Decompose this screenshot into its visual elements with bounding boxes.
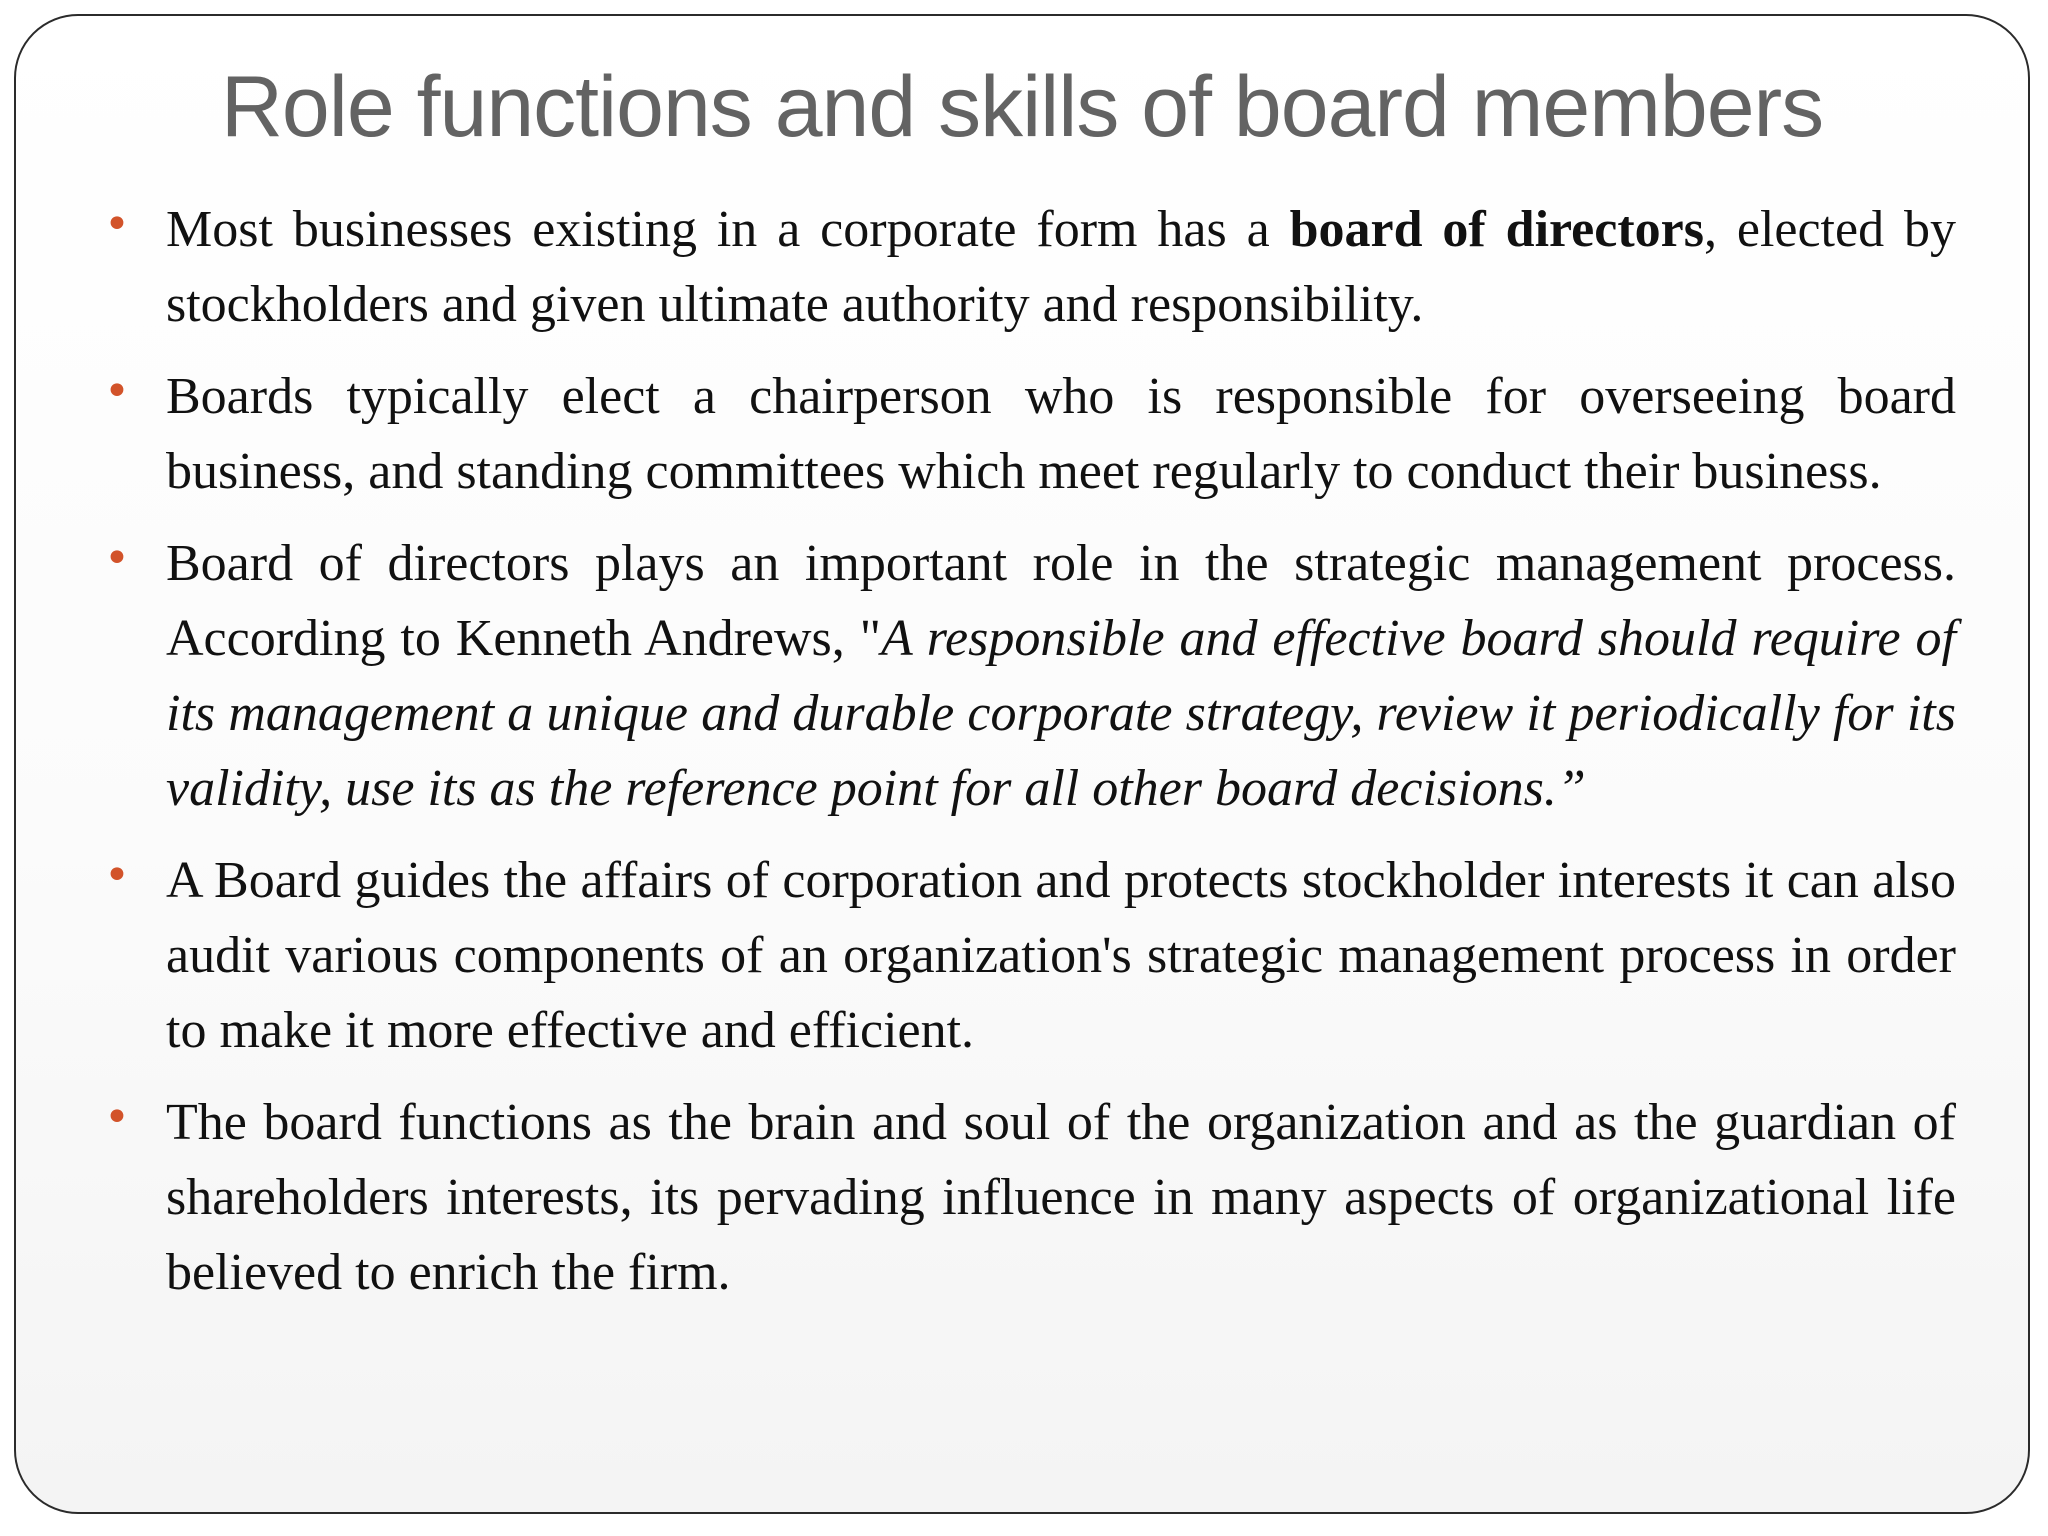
bullet-item-1 [104,192,1956,342]
bullet-1-bold-term: board of directors [1289,201,1704,258]
bullet-4-text: A Board guides the affairs of corporation and protects stockholder interests it can also audit various components of an organization's strategic management process in order to make it more effective and efficient. [166,852,1956,1059]
bullet-1-text-end: , elected by stockholders and given ultimate authority and responsibility. [166,201,1956,333]
bullet-2-text: Boards typically elect a chairperson who is responsible for overseeing board business, and standing committees which meet regularly to conduct their business. [166,368,1956,500]
bullet-list [104,192,1956,1327]
bullet-item-4 [104,843,1956,1068]
bullet-1-text-start: Most businesses existing in a corporate form has a [166,201,1290,258]
bullet-5-text: The board functions as the brain and soul of the organization and as the guardian of shareholders interests, its pervading influence in many aspects of organizational life believed to enrich the firm. [166,1094,1956,1301]
bullet-dot-icon: • [104,199,130,250]
bullet-item-2 [104,359,1956,509]
bullet-3-quote: A responsible and effective board should require of its management a unique and durable corporate strategy, review it periodically for its validity, use its as the reference point for all other board decisions.” [166,610,1956,817]
bullet-item-5 [104,1085,1956,1310]
bullet-3-text-start: Board of directors plays an important role in the strategic management process. According to Kenneth Andrews, " [166,535,1956,667]
bullet-dot-icon: • [104,850,130,901]
bullet-dot-icon: • [104,1092,130,1143]
bullet-dot-icon: • [104,366,130,417]
slide-frame [14,14,2030,1514]
bullet-dot-icon: • [104,533,130,584]
slide-title: Role functions and skills of board members [220,59,1824,155]
bullet-item-3 [104,526,1956,826]
